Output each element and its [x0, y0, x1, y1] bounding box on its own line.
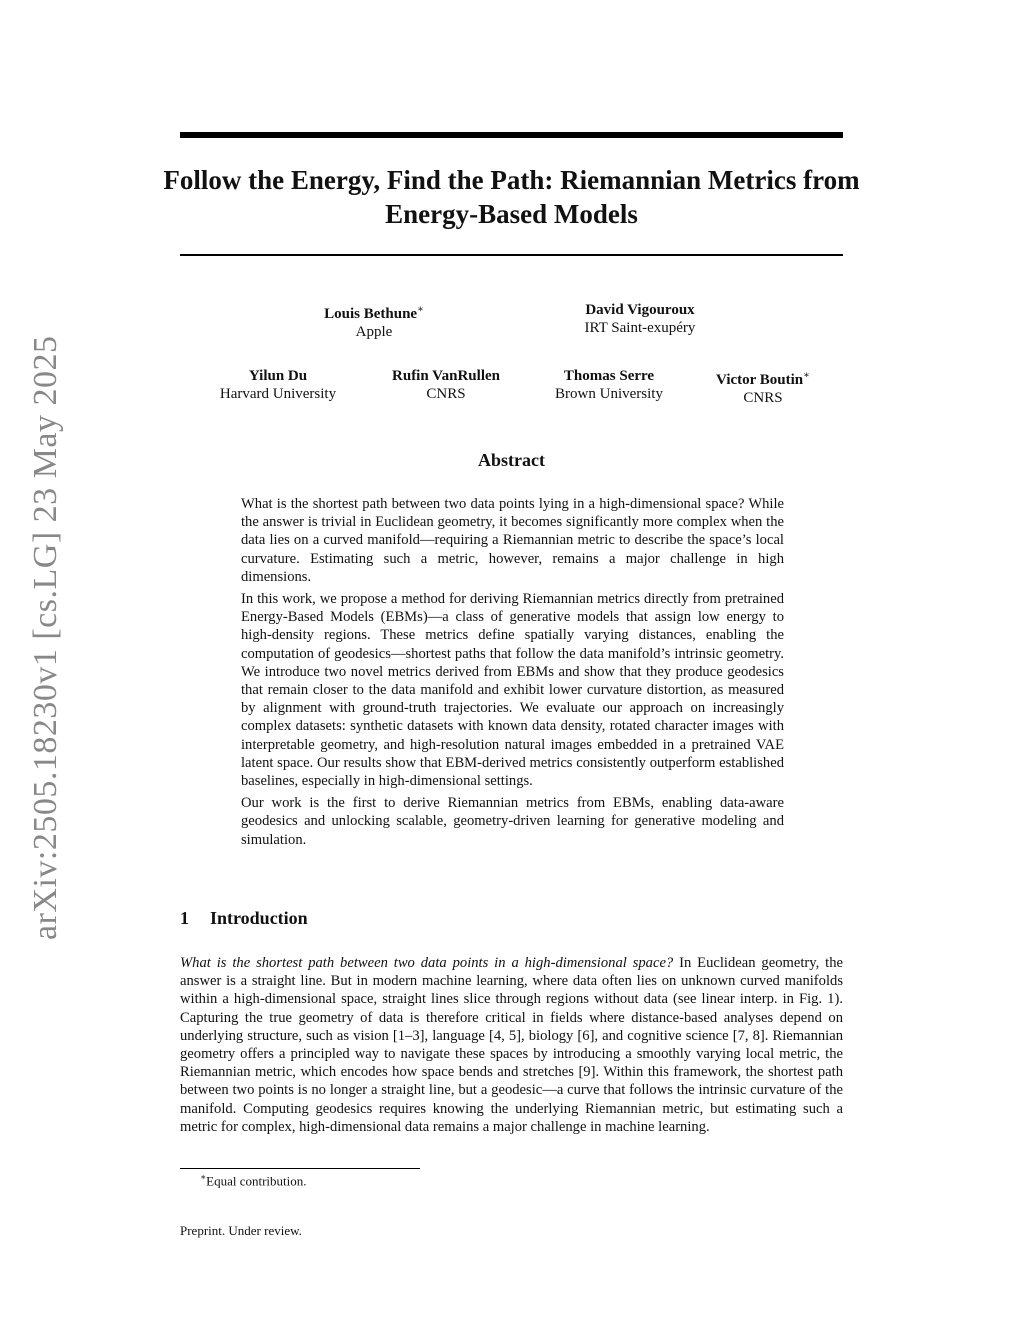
section-heading [180, 908, 308, 929]
section-title: Introduction [210, 908, 308, 928]
abstract-heading: Abstract [478, 450, 545, 470]
author-block [663, 367, 863, 407]
abstract-paragraph: In this work, we propose a method for deriving Riemannian metrics directly from pretrained Energy-Based Models (EBMs)—a class of generative models that assign low energy to high-density regions. These metrics define spatially varying distances, enabling the computation of geodesics—shortest paths that follow the data manifold’s intrinsic geometry. We introduce two novel metrics derived from EBMs and show that they produce geodesics that remain closer to the data manifold and exhibit lower curvature distortion, as measured by alignment with ground-truth trajectories. We evaluate our approach on increasingly complex datasets: synthetic datasets with known data density, rotated character images with interpretable geometry, and high-resolution natural images embedded in a pretrained VAE latent space. Our results show that EBM-derived metrics consistently outperform established baselines, especially in high-dimensional settings. [241, 591, 784, 790]
author-name: Victor Boutin∗ [716, 370, 810, 388]
abstract-paragraph: What is the shortest path between two data points lying in a high-dimensional space? While the answer is trivial in Euclidean geometry, it becomes significantly more complex when the data lies on a curved manifold—requiring a Riemannian metric to describe the space’s local curvature. Estimating such a metric, however, remains a major challenge in high dimensions. [241, 496, 784, 585]
author-name: Thomas Serre [563, 368, 655, 384]
title-bottom-rule [180, 254, 843, 256]
author-affiliation: CNRS [426, 386, 466, 402]
abstract-body [241, 495, 784, 853]
author-block [274, 301, 474, 341]
title-top-rule [180, 132, 843, 138]
footnote-rule [180, 1168, 420, 1169]
footnote-mark: ∗ [200, 1172, 207, 1182]
author-name: Yilun Du [248, 368, 308, 384]
paper-title: Follow the Energy, Find the Path: Riemannian Metrics from Energy-Based Models [163, 165, 860, 229]
author-block [540, 301, 740, 337]
author-name: Louis Bethune∗ [324, 304, 424, 322]
footer-note: Preprint. Under review. [180, 1223, 302, 1238]
author-affiliation: IRT Saint-exupéry [584, 320, 696, 336]
footnote-text: Equal contribution. [206, 1173, 307, 1189]
arxiv-identifier: arXiv:2505.18230v1 [cs.LG] 23 May 2025 [27, 335, 64, 940]
intro-paragraph [180, 954, 843, 1136]
author-affiliation: Brown University [555, 386, 663, 402]
intro-lead-question: What is the shortest path between two data points in a high-dimensional space? [180, 955, 674, 971]
author-affiliation: Harvard University [219, 386, 337, 402]
intro-body-text: In Euclidean geometry, the answer is a straight line. But in modern machine learning, where data often lies on unknown curved manifolds within a high-dimensional space, straight lines slice through regions without data (see linear interp. in Fig. 1). Capturing the true geometry of data is therefore critical in fields where distance-based analyses depend on underlying structure, such as vision [1–3], language [4, 5], biology [6], and cognitive science [7, 8]. Riemannian geometry offers a principled way to navigate these spaces by introducing a smoothly varying local metric, the Riemannian metric, which encodes how space bends and stretches [9]. Within this framework, the shortest path between two points is no longer a straight line, but a geodesic—a curve that follows the intrinsic curvature of the manifold. Computing geodesics requires knowing the underlying Riemannian metric, but estimating such a metric for complex, high-dimensional data remains a major challenge in machine learning. [180, 955, 843, 1135]
author-name: Rufin VanRullen [392, 368, 500, 384]
author-affiliation: CNRS [743, 390, 783, 406]
abstract-paragraph: Our work is the first to derive Riemannian metrics from EBMs, enabling data-aware geodesics and unlocking scalable, geometry-driven learning for generative modeling and simulation. [241, 795, 784, 848]
author-name: David Vigouroux [585, 302, 695, 318]
author-affiliation: Apple [355, 324, 393, 340]
section-number: 1 [180, 908, 189, 928]
footnote [200, 1172, 307, 1189]
